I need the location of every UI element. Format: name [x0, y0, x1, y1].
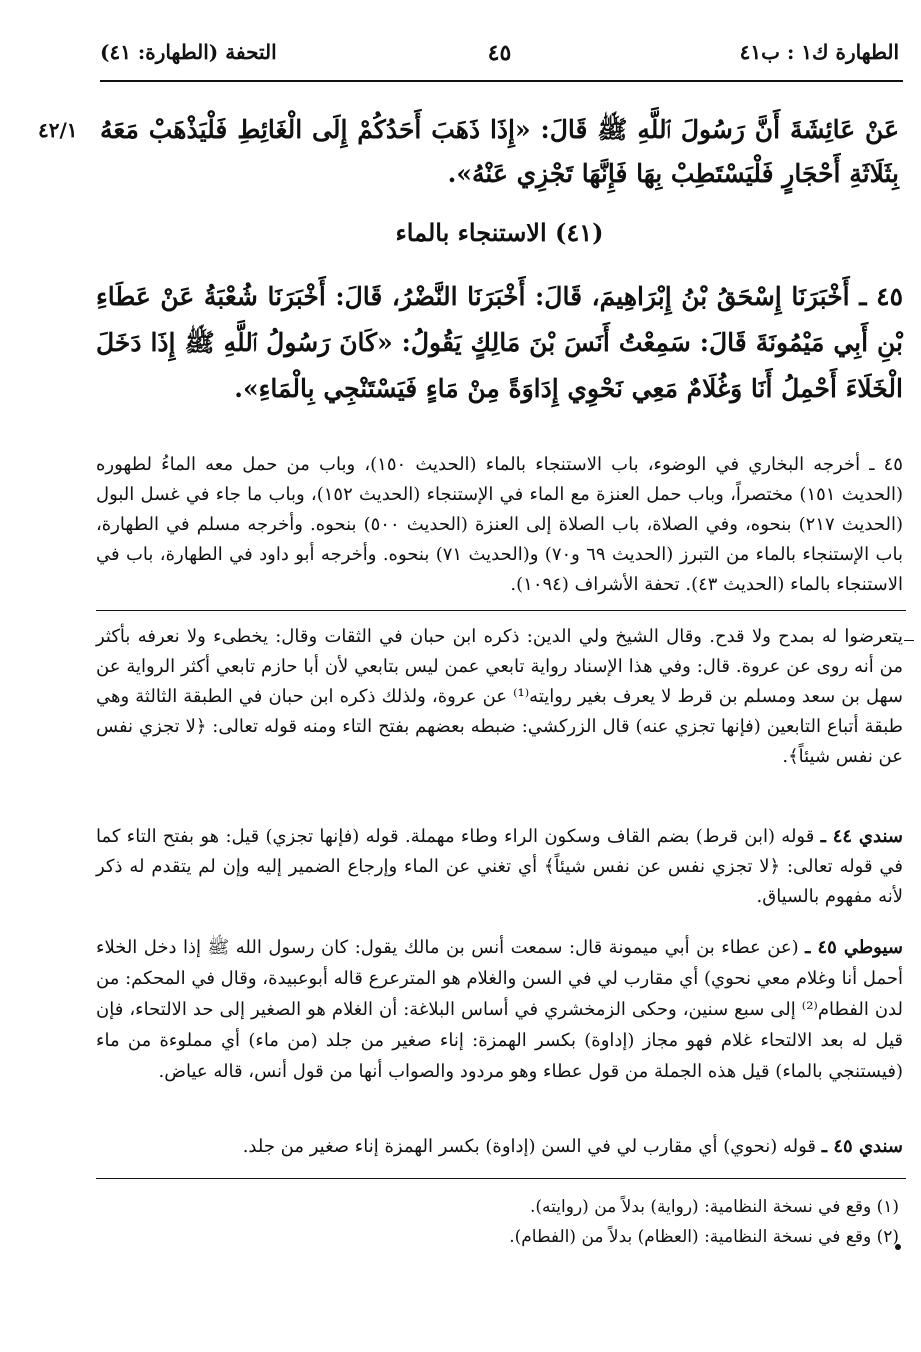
commentary-label: سندي ٤٤ ـ	[820, 826, 903, 847]
margin-reference: ٤٢/١	[38, 118, 78, 142]
commentary-label: سندي ٤٥ ـ	[821, 1136, 903, 1157]
commentary-sindi-45	[96, 1132, 903, 1162]
commentary-sindi-44	[96, 822, 903, 912]
commentary-continued: يتعرضوا له بمدح ولا قدح. وقال الشيخ ولي الدين: ذكره ابن حبان في الثقات وقال: يخطىء ولا نعرفه بأكثر من أنه روى عن عروة. قال: وفي هذا الإسناد رواية تابعي عمن ليس بتابعي لأن أبا حازم تابعي أكثر الرواية عن سهل بن سعد ومسلم بن قرط لا يعرف بغير روايته⁽¹⁾ عن عروة، ولذلك ذكره ابن حبان في الطبقة الثالثة وهي طبقة أتباع التابعين (فإنها تجزي عنه) قال الزركشي: ضبطه بعضهم بفتح التاء ومنه قوله تعالى: ﴿لا تجزي نفس عن نفس شيئاً﴾.	[96, 626, 903, 767]
page-number: ٤٥	[487, 40, 512, 66]
footnote-divider	[96, 1178, 906, 1179]
section-title: (٤١) الاستنجاء بالماء	[395, 218, 604, 247]
commentary-label: سيوطي ٤٥ ـ	[805, 937, 903, 958]
hadith-text-45: ٤٥ ـ أَخْبَرَنَا إِسْحَقُ بْنُ إِبْرَاهِيمَ، قَالَ: أَخْبَرَنَا النَّضْرُ، قَالَ: أَخْبَرَنَا شُعْبَةُ عَنْ عَطَاءِ بْنِ أَبِي مَيْمُونَةَ قَالَ: سَمِعْتُ أَنَسَ بْنَ مَالِكٍ يَقُولُ: «كَانَ رَسُولُ ٱللَّهِ ﷺ إِذَا دَخَلَ الْخَلَاءَ أَحْمِلُ أَنَا وَغُلَامٌ مَعِي نَحْوِي إِدَاوَةً مِنْ مَاءٍ فَيَسْتَنْجِي بِالْمَاءِ».	[96, 282, 903, 403]
footnote: (٢) وقع في نسخة النظامية: (العظام) بدلاً من (الفطام).	[509, 1227, 899, 1247]
commentary-suyuti-45	[96, 932, 903, 1087]
commentary-body: قوله (نحوي) أي مقارب لي في السن (إداوة) بكسر الهمزة إناء صغير من جلد.	[242, 1136, 817, 1157]
header-chapter-ref: الطهارة ك١ : ب٤١	[739, 40, 899, 64]
continuation-mark	[904, 640, 914, 641]
footnote: (١) وقع في نسخة النظامية: (رواية) بدلاً من (روايته).	[530, 1197, 899, 1217]
header-tuhfa-ref: التحفة (الطهارة: ٤١)	[100, 40, 277, 64]
commentary-body: قوله (ابن قرط) بضم القاف وسكون الراء وطاء مهملة. قوله (فإنها تجزي) قيل: هو بفتح التاء كما في قوله تعالى: ﴿لا تجزي نفس عن نفس شيئاً﴾ أي تغني عن الماء وإرجاع الضمير إليه وإن لم يتقدم له ذكر لأنه مفهوم بالسياق.	[96, 826, 903, 907]
footnotes	[96, 1192, 899, 1252]
header-rule	[100, 80, 903, 82]
running-header	[100, 40, 899, 80]
commentary-divider	[96, 610, 906, 611]
hadith-text-aisha: عَنْ عَائِشَةَ أَنَّ رَسُولَ ٱللَّهِ ﷺ قَالَ: «إِذَا ذَهَبَ أَحَدُكُمْ إِلَى الْغَائِطِ فَلْيَذْهَبْ مَعَهُ بِثَلَاثَةِ أَحْجَارٍ فَلْيَسْتَطِبْ بِهَا فَإِنَّهَا تَجْزِي عَنْهُ».	[100, 115, 899, 188]
takhrij-note: ٤٥ ـ أخرجه البخاري في الوضوء، باب الاستنجاء بالماء (الحديث ١٥٠)، وباب من حمل معه الماءُ لطهوره (الحديث ١٥١) مختصراً، وباب حمل العنزة مع الماء في الإستنجاء (الحديث ١٥٢)، وباب ما جاء في غسل البول (الحديث ٢١٧) بنحوه، وفي الصلاة، باب الصلاة إلى العنزة (الحديث ٥٠٠) بنحوه. وأخرجه مسلم في الطهارة، باب الإستنجاء بالماء من التبرز (الحديث ٦٩ و٧٠) و(الحديث ٧١) بنحوه. وأخرجه أبو داود في الطهارة، باب في الاستنجاء بالماء (الحديث ٤٣). تحفة الأشراف (١٠٩٤).	[96, 454, 904, 595]
commentary-body: (عن عطاء بن أبي ميمونة قال: سمعت أنس بن مالك يقول: كان رسول الله ﷺ إذا دخل الخلاء أحمل أنا وغلام معي نحوي) أي مقارب لي في السن والغلام هو المترعرع قاله أبوعبيدة، وقال في المحكم: من لدن الفطام⁽²⁾ إلى سبع سنين، وحكى الزمخشري في أساس البلاغة: أن الغلام هو الصغير إلى حد الالتحاء، فإن قيل له بعد الالتحاء غلام فهو مجاز (إداوة) بكسر الهمزة: إناء صغير من جلد (من ماء) أي مملوءة من ماء (فيستنجي بالماء) قيل هذه الجملة من قول عطاء وهو مردود والصواب أنها من قول أنس، قاله عياض.	[96, 937, 903, 1082]
